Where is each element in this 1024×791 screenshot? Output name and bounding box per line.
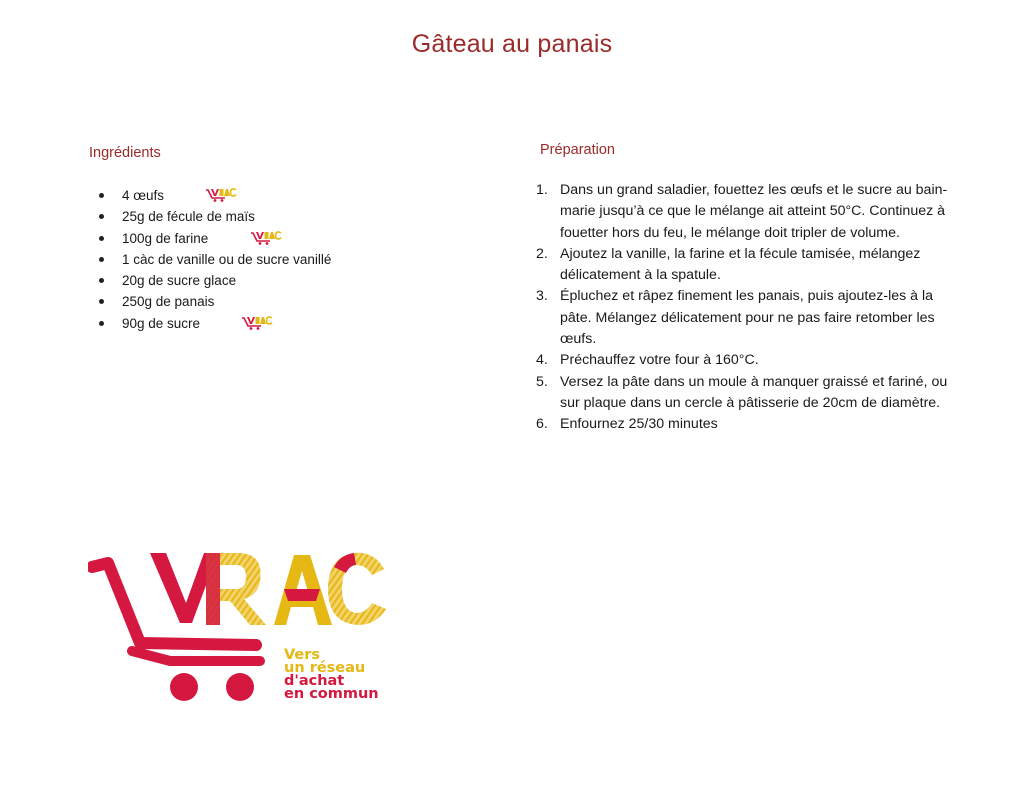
tagline-line-3: d'achat bbox=[284, 673, 345, 689]
ingredient-item bbox=[95, 185, 335, 206]
vrac-letters bbox=[150, 553, 386, 625]
vrac-mini-logo-icon bbox=[250, 231, 282, 245]
ingredient-text: 25g de fécule de maïs bbox=[122, 209, 255, 225]
ingredient-item bbox=[95, 291, 335, 312]
step-number: 4. bbox=[536, 352, 548, 369]
ingredient-item bbox=[95, 206, 335, 227]
step-text: Préchauffez votre four à 160°C. bbox=[560, 352, 759, 369]
vrac-tagline bbox=[284, 647, 379, 702]
preparation-step bbox=[536, 180, 968, 244]
ingredients-list bbox=[95, 185, 335, 334]
ingredient-text: 250g de panais bbox=[122, 294, 215, 310]
tagline-line-1: Vers bbox=[284, 647, 321, 663]
vrac-logo bbox=[88, 543, 388, 713]
step-number: 2. bbox=[536, 245, 548, 262]
step-text: Ajoutez la vanille, la farine et la fécule tamisée, mélangez délicatement à la spatule. bbox=[560, 245, 921, 284]
ingredient-text: 4 œufs bbox=[122, 188, 165, 203]
step-number: 5. bbox=[536, 373, 548, 390]
step-number: 3. bbox=[536, 288, 548, 305]
preparation-step bbox=[536, 244, 968, 287]
cart-wheel-right bbox=[226, 673, 254, 701]
preparation-step bbox=[536, 414, 968, 435]
step-text: Dans un grand saladier, fouettez les œufs et le sucre au bain-marie jusqu’à ce que le mélange ait atteint 50°C. Continuez à fouetter hors du feu, le mélange doit tripler de volume. bbox=[560, 182, 948, 241]
step-number: 1. bbox=[536, 182, 548, 198]
ingredient-text: 100g de farine bbox=[122, 230, 209, 246]
preparation-heading: Préparation bbox=[540, 142, 615, 158]
step-text: Enfournez 25/30 minutes bbox=[560, 416, 718, 433]
ingredients-heading: Ingrédients bbox=[89, 145, 161, 161]
preparation-steps bbox=[536, 180, 968, 436]
preparation-step bbox=[536, 350, 968, 371]
cart-wheel-left bbox=[170, 673, 198, 701]
vrac-mini-logo-icon bbox=[205, 188, 237, 202]
step-text: Épluchez et râpez finement les panais, puis ajoutez-les à la pâte. Mélangez délicatement pour ne pas faire retomber les œufs. bbox=[560, 288, 935, 348]
ingredient-item bbox=[95, 228, 335, 249]
step-text: Versez la pâte dans un moule à manquer graissé et fariné, ou sur plaque dans un cercle à pâtisserie de 20cm de diamètre. bbox=[560, 373, 948, 411]
ingredient-text: 1 càc de vanille ou de sucre vanillé bbox=[122, 251, 332, 267]
preparation-step bbox=[536, 286, 968, 350]
ingredient-text: 20g de sucre glace bbox=[122, 273, 237, 289]
step-number: 6. bbox=[536, 416, 548, 433]
ingredient-item bbox=[95, 270, 335, 291]
vrac-mini-logo-icon bbox=[241, 316, 273, 330]
tagline-line-2: un réseau bbox=[284, 660, 366, 676]
ingredient-item bbox=[95, 313, 335, 334]
recipe-title: Gâteau au panais bbox=[411, 30, 613, 58]
ingredient-item bbox=[95, 249, 335, 270]
preparation-step bbox=[536, 372, 968, 415]
tagline-line-4: en commun bbox=[284, 686, 379, 702]
ingredient-text: 90g de sucre bbox=[122, 315, 201, 331]
